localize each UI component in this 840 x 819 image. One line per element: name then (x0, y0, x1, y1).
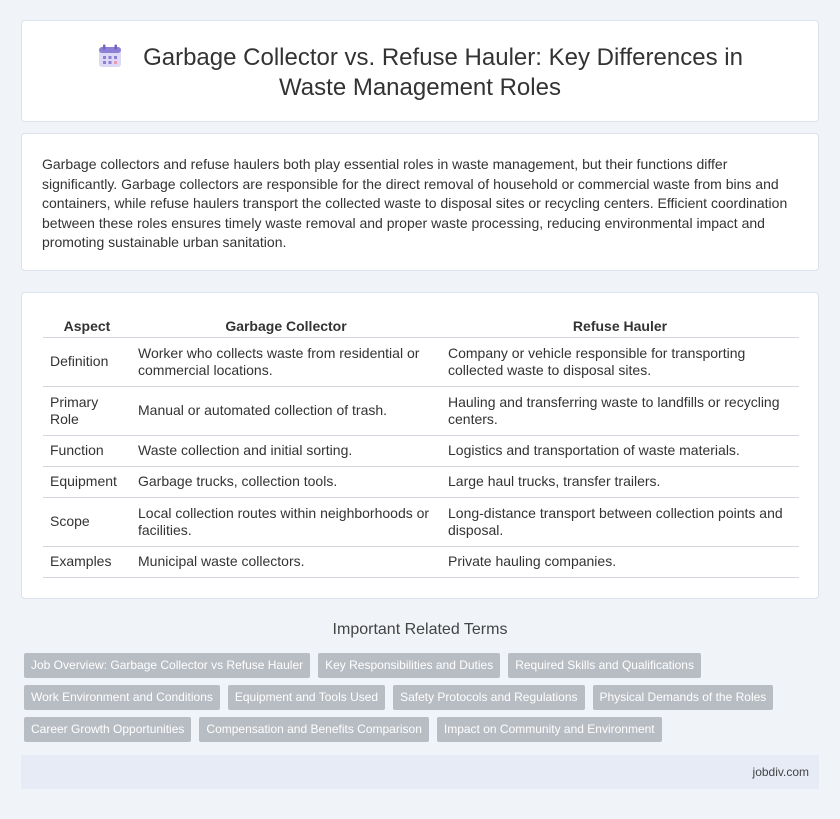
header-card (21, 20, 819, 122)
term-tag[interactable]: Career Growth Opportunities (24, 717, 191, 742)
aspect-cell: Primary Role (43, 387, 131, 436)
term-tag[interactable]: Work Environment and Conditions (24, 685, 220, 710)
term-tag[interactable]: Impact on Community and Environment (437, 717, 662, 742)
related-terms-section (0, 620, 840, 736)
aspect-cell: Examples (43, 547, 131, 578)
refuse-hauler-cell: Hauling and transferring waste to landfills or recycling centers. (441, 387, 799, 436)
term-tag[interactable]: Physical Demands of the Roles (593, 685, 774, 710)
garbage-collector-cell: Municipal waste collectors. (131, 547, 441, 578)
aspect-cell: Function (43, 436, 131, 467)
refuse-hauler-cell: Company or vehicle responsible for transporting collected waste to disposal sites. (441, 338, 799, 387)
intro-paragraph: Garbage collectors and refuse haulers both play essential roles in waste management, but their functions differ significantly. Garbage collectors are responsible for the direct removal of household or commercial waste from bins and containers, while refuse haulers transport the collected waste to disposal sites or recycling centers. Efficient coordination between these roles ensures timely waste removal and proper waste processing, reducing environmental impact and promoting sustainable urban sanitation. (42, 156, 788, 251)
intro-card (21, 133, 819, 271)
refuse-hauler-cell: Logistics and transportation of waste materials. (441, 436, 799, 467)
aspect-cell: Equipment (43, 467, 131, 498)
header-garbage-collector: Garbage Collector (131, 314, 441, 338)
header-refuse-hauler: Refuse Hauler (441, 314, 799, 338)
comparison-table-card (21, 292, 819, 599)
term-tag[interactable]: Compensation and Benefits Comparison (199, 717, 428, 742)
garbage-collector-cell: Waste collection and initial sorting. (131, 436, 441, 467)
table-row (43, 436, 799, 467)
header-aspect: Aspect (43, 314, 131, 338)
garbage-collector-cell: Garbage trucks, collection tools. (131, 467, 441, 498)
related-terms-title: Important Related Terms (332, 621, 508, 638)
page-title: Garbage Collector vs. Refuse Hauler: Key Differences in Waste Management Roles (143, 44, 743, 101)
term-tag[interactable]: Required Skills and Qualifications (508, 653, 701, 678)
table-row (43, 498, 799, 547)
footer-site-link[interactable]: jobdiv.com (752, 765, 809, 779)
term-tag[interactable]: Key Responsibilities and Duties (318, 653, 500, 678)
term-tag[interactable]: Safety Protocols and Regulations (393, 685, 584, 710)
term-tag[interactable]: Equipment and Tools Used (228, 685, 385, 710)
table-row (43, 338, 799, 387)
calendar-grid-icon (97, 43, 123, 69)
aspect-cell: Scope (43, 498, 131, 547)
term-tag[interactable]: Job Overview: Garbage Collector vs Refuse Hauler (24, 653, 310, 678)
table-row (43, 547, 799, 578)
related-terms-tags (24, 653, 824, 749)
table-row (43, 387, 799, 436)
table-header-row (43, 314, 799, 338)
footer (21, 755, 819, 789)
garbage-collector-cell: Manual or automated collection of trash. (131, 387, 441, 436)
refuse-hauler-cell: Large haul trucks, transfer trailers. (441, 467, 799, 498)
garbage-collector-cell: Local collection routes within neighborhoods or facilities. (131, 498, 441, 547)
comparison-table (43, 314, 799, 578)
page-title-wrap (62, 43, 778, 103)
refuse-hauler-cell: Private hauling companies. (441, 547, 799, 578)
table-row (43, 467, 799, 498)
aspect-cell: Definition (43, 338, 131, 387)
refuse-hauler-cell: Long-distance transport between collection points and disposal. (441, 498, 799, 547)
garbage-collector-cell: Worker who collects waste from residential or commercial locations. (131, 338, 441, 387)
